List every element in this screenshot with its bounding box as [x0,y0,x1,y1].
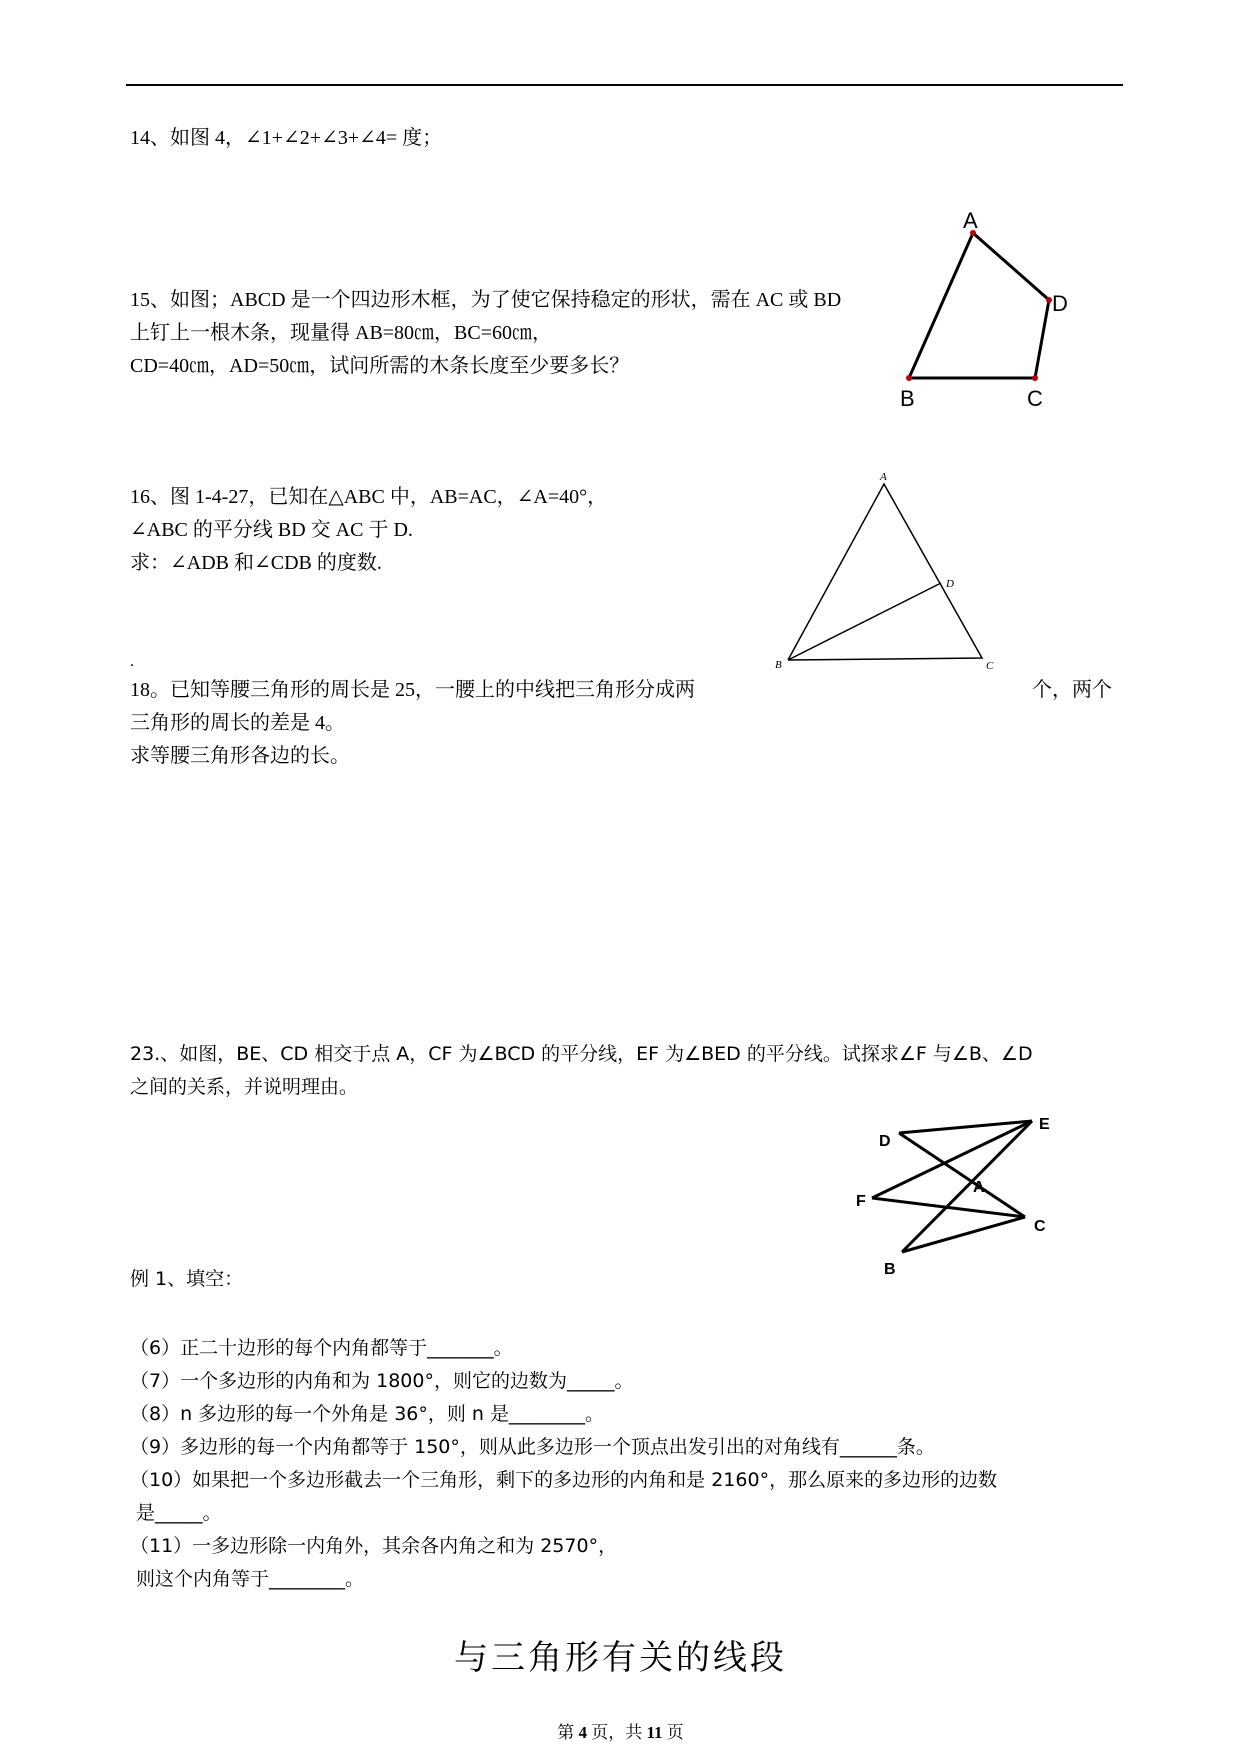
vertex-label-c: C [1027,386,1043,411]
footer-suffix: 页 [662,1723,684,1742]
question-15-line-3: CD=40㎝，AD=50㎝，试问所需的木条长度至少要多长？ [130,355,630,377]
page-footer [0,1718,1241,1743]
question-16-line-3: 求：∠ADB 和∠CDB 的度数. [130,552,382,574]
question-16-line-2: ∠ABC 的平分线 BD 交 AC 于 D. [130,519,413,541]
header-rule [126,84,1123,86]
vertex-label-a: A [973,1179,985,1196]
question-18-line-3: 求等腰三角形各边的长。 [130,745,350,767]
triangle-abc-bisector-figure [770,468,1010,678]
example-1-item-10: （10）如果把一个多边形截去一个三角形，剩下的多边形的内角和是 2160°，那么原来的多边形的边数 [130,1469,998,1491]
vertex-label-b: B [775,659,782,671]
quadrilateral-abcd-figure [890,200,1080,420]
question-16-line-1: 16、图 1-4-27，已知在△ABC 中，AB=AC，∠A=40°， [130,486,608,508]
question-23-line-2: 之间的关系，并说明理由。 [130,1076,359,1098]
vertex-label-b: B [900,386,915,411]
question-23-line-1: 23.、如图，BE、CD 相交于点 A，CF 为∠BCD 的平分线，EF 为∠BED 的平分线。试探求∠F 与∠B、∠D [130,1043,1033,1065]
crossing-lines-figure [850,1105,1070,1280]
example-1-item-10-cont: 是_____。 [136,1502,222,1524]
vertex-label-d: D [946,578,954,590]
example-1-item-7: （7）一个多边形的内角和为 1800°，则它的边数为_____。 [130,1370,634,1392]
vertex-label-a: A [880,471,887,483]
footer-prefix: 第 [557,1723,579,1742]
question-15-line-1: 15、如图；ABCD 是一个四边形木框，为了使它保持稳定的形状，需在 AC 或 BD [130,289,842,311]
section-title: 与三角形有关的线段 [454,1638,787,1678]
vertex-label-f: F [856,1193,866,1210]
vertex-label-e: E [1039,1116,1050,1133]
vertex-label-c: C [986,660,994,672]
footer-page-number: 4 [578,1723,587,1742]
example-1-heading: 例 1、填空： [130,1268,244,1290]
question-18-line-1-right: 个，两个 [1032,679,1112,701]
footer-total-pages: 11 [646,1723,663,1742]
example-1-item-11: （11）一多边形除一内角外，其余各内角之和为 2570°， [130,1535,618,1557]
example-1-item-11-cont: 则这个内角等于________。 [136,1568,365,1590]
example-1-item-8: （8）n 多边形的每一个外角是 36°，则 n 是________。 [130,1403,605,1425]
question-14: 14、如图 4，∠1+∠2+∠3+∠4= 度； [130,127,443,149]
vertex-label-a: A [963,208,978,233]
vertex-label-b: B [884,1261,896,1278]
vertex-label-c: C [1034,1218,1046,1235]
question-18-line-2: 三角形的周长的差是 4。 [130,712,345,734]
example-1-item-6: （6）正二十边形的每个内角都等于_______。 [130,1337,513,1359]
vertex-label-d: D [1052,291,1068,316]
question-15-line-2: 上钉上一根木条，现量得 AB=80㎝，BC=60㎝， [130,322,553,344]
example-1-item-9: （9）多边形的每一个内角都等于 150°，则从此多边形一个顶点出发引出的对角线有______条。 [130,1436,935,1458]
stray-dot: . [130,653,134,670]
footer-middle: 页，共 [586,1723,647,1742]
question-18-line-1-left: 18。已知等腰三角形的周长是 25，一腰上的中线把三角形分成两 [130,679,695,701]
vertex-label-d: D [879,1133,891,1150]
